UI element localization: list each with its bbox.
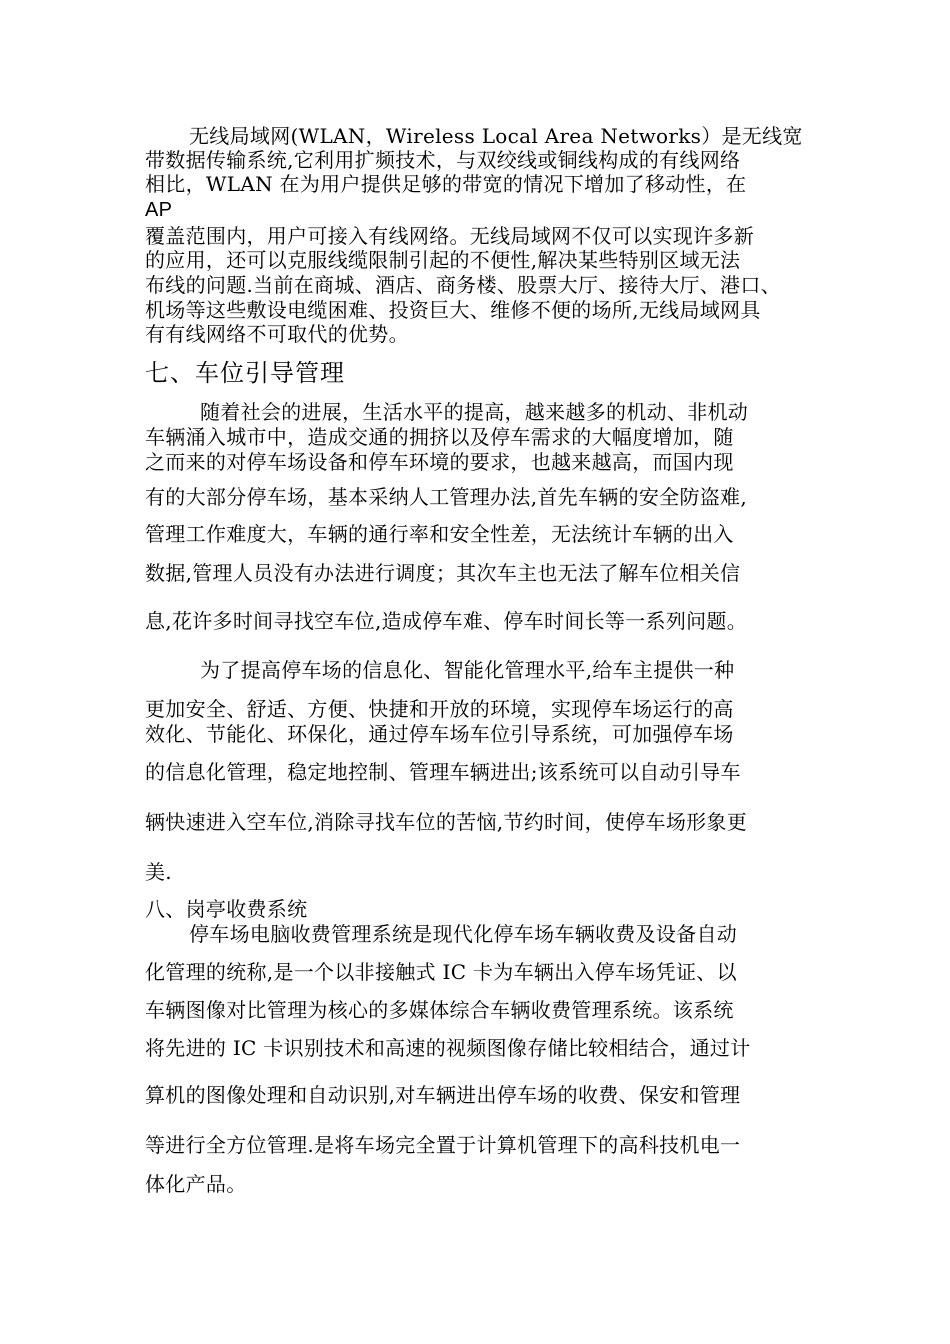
section8-line-1: 停车场电脑收费管理系统是现代化停车场车辆收费及设备自动 <box>189 922 738 946</box>
wlan-line-2: 带数据传输系统,它利用扩频技术，与双绞线或铜线构成的有线网络 <box>145 148 741 172</box>
section7-p2-line-2: 更加安全、舒适、方便、快捷和开放的环境，实现停车场运行的高 <box>145 697 734 721</box>
wlan-line-4: AP <box>145 199 173 221</box>
section8-line-7: 体化产品。 <box>145 1172 247 1196</box>
wlan-line-3: 相比，WLAN 在为用户提供足够的带宽的情况下增加了移动性，在 <box>145 172 747 196</box>
section7-heading: 七、车位引导管理 <box>145 359 345 387</box>
section7-p2-line-1: 为了提高停车场的信息化、智能化管理水平,给车主提供一种 <box>200 658 735 682</box>
section7-p1-line-4: 有的大部分停车场，基本采纳人工管理办法,首先车辆的安全防盗难, <box>145 485 748 509</box>
section7-p1-line-7: 息,花许多时间寻找空车位,造成停车难、停车时间长等一系列问题。 <box>145 609 748 633</box>
section7-p1-line-6: 数据,管理人员没有办法进行调度；其次车主也无法了解车位相关信 <box>145 561 741 585</box>
section7-p1-line-5: 管理工作难度大，车辆的通行率和安全性差，无法统计车辆的出入 <box>145 522 734 546</box>
wlan-line-9: 有有线网络不可取代的优势。 <box>145 322 409 346</box>
wlan-line-1: 无线局域网(WLAN，Wireless Local Area Networks）是无线宽 <box>189 124 803 148</box>
section8-line-2: 化管理的统称,是一个以非接触式 IC 卡为车辆出入停车场凭证、以 <box>145 960 737 984</box>
wlan-line-6: 的应用，还可以克服线缆限制引起的不便性,解决某些特别区域无法 <box>145 248 741 272</box>
section7-p2-line-3: 效化、节能化、环保化，通过停车场车位引导系统，可加强停车场 <box>145 722 734 746</box>
wlan-line-8: 机场等这些敷设电缆困难、投资巨大、维修不便的场所,无线局域网具 <box>145 298 761 322</box>
section7-p1-line-3: 之而来的对停车场设备和停车环境的要求，也越来越高，而国内现 <box>145 450 734 474</box>
section7-p1-line-2: 车辆涌入城市中，造成交通的拥挤以及停车需求的大幅度增加，随 <box>145 425 734 449</box>
section8-heading: 八、岗亭收费系统 <box>145 897 308 921</box>
section8-line-5: 算机的图像处理和自动识别,对车辆进出停车场的收费、保安和管理 <box>145 1083 741 1107</box>
section8-line-6: 等进行全方位管理.是将车场完全置于计算机管理下的高科技机电一 <box>145 1133 741 1157</box>
section7-p2-line-6: 美. <box>145 860 172 884</box>
section8-line-4: 将先进的 IC 卡识别技术和高速的视频图像存储比较相结合，通过计 <box>145 1036 751 1060</box>
wlan-line-7: 布线的问题.当前在商城、酒店、商务楼、股票大厅、接待大厅、港口、 <box>145 273 781 297</box>
section8-line-3: 车辆图像对比管理为核心的多媒体综合车辆收费管理系统。该系统 <box>145 998 734 1022</box>
section7-p2-line-5: 辆快速进入空车位,消除寻找车位的苦恼,节约时间，使停车场形象更 <box>145 810 748 834</box>
wlan-line-5: 覆盖范围内，用户可接入有线网络。无线局域网不仅可以实现许多新 <box>145 224 754 248</box>
section7-p2-line-4: 的信息化管理，稳定地控制、管理车辆进出;该系统可以自动引导车 <box>145 760 741 784</box>
section7-p1-line-1: 随着社会的进展，生活水平的提高，越来越多的机动、非机动 <box>200 400 749 424</box>
